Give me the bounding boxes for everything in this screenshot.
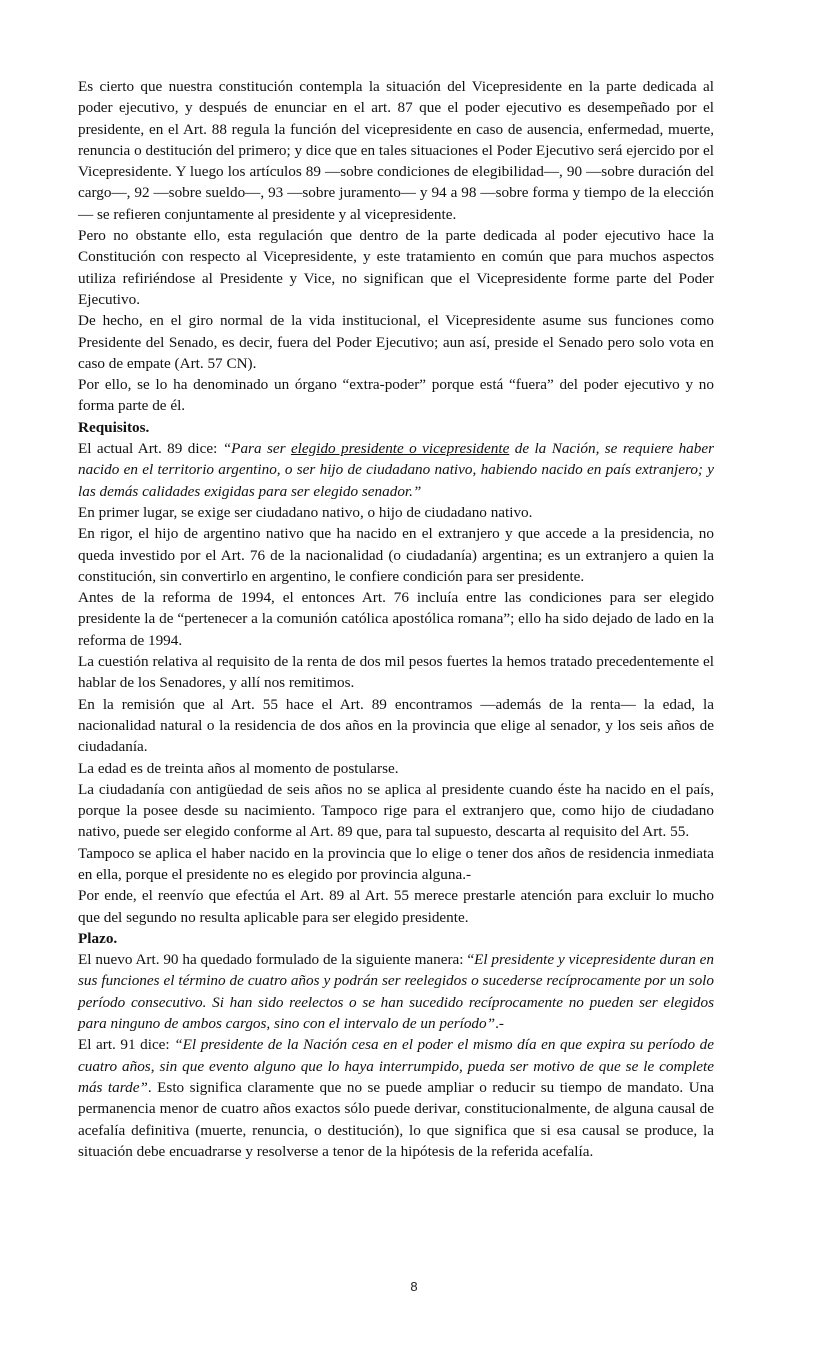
- paragraph: [78, 502, 714, 523]
- paragraph: [78, 694, 714, 758]
- italic-text: “El presidente de la Nación cesa en el poder el mismo día en que expira su período de cuatro años, sin que evento alguno que lo haya interrumpido, pueda ser motivo de que se le complete más tarde”: [78, 1036, 715, 1096]
- paragraph: [78, 779, 714, 843]
- text-run: El art. 91 dice:: [78, 1036, 175, 1054]
- text-run: Plazo.: [78, 929, 118, 947]
- section-heading: [78, 417, 714, 438]
- document-body: [78, 76, 714, 1162]
- section-heading: [78, 928, 714, 949]
- text-run: Es cierto que nuestra constitución contempla la situación del Vicepresidente en la parte dedicada al poder ejecutivo, y después de enunciar en el art. 87 que el poder ejecutivo es desempeñado por el presidente, en el Art. 88 regula la función del vicepresidente en caso de ausencia, enfermedad, muerte, renuncia o destitución del primero; y dice que en tales situaciones el Poder Ejecutivo será ejercido por el Vicepresidente. Y luego los artículos 89 —sobre condiciones de elegibilidad—, 90 —sobre duración del cargo—, 92 —sobre sueldo—, 93 —sobre juramento— y 94 a 98 —sobre forma y tiempo de la elección— se refieren conjuntamente al presidente y al vicepresidente.: [78, 78, 714, 223]
- italic-text: El presidente y vicepresidente duran en sus funciones el término de cuatro años y podrán ser reelegidos o sucederse recíprocamente por un solo período consecutivo. Si han sido reelectos o se han sucedido recíprocamente no pueden ser elegidos para ninguno de ambos cargos, sino con el intervalo de un período”: [78, 951, 715, 1033]
- page-number: 8: [410, 1279, 418, 1294]
- text-run: La cuestión relativa al requisito de la renta de dos mil pesos fuertes la hemos tratado precedentemente el hablar de los Senadores, y allí nos remitimos.: [78, 653, 714, 692]
- text-run: Requisitos.: [78, 418, 150, 436]
- text-run: . Esto significa claramente que no se puede ampliar o reducir su tiempo de mandato. Una permanencia menor de cuatro años exactos sólo puede derivar, constitucionalmente, de alguna causal de acefalía definitiva (muerte, renuncia, o destitución), lo que significa que si esa causal se produce, la situación debe encuadrarse y resolverse a tenor de la hipótesis de la referida acefalía.: [78, 1078, 714, 1160]
- text-run: Antes de la reforma de 1994, el entonces Art. 76 incluía entre las condiciones para ser elegido presidente la de “pertenecer a la comunión católica apostólica romana”; ello ha sido dejado de lado en la reforma de 1994.: [78, 589, 714, 649]
- text-run: La edad es de treinta años al momento de postularse.: [78, 759, 399, 777]
- paragraph: [78, 587, 714, 651]
- text-run: El actual Art. 89 dice:: [78, 440, 223, 458]
- paragraph: [78, 523, 714, 587]
- text-run: De hecho, en el giro normal de la vida institucional, el Vicepresidente asume sus funciones como Presidente del Senado, es decir, fuera del Poder Ejecutivo; aun así, preside el Senado pero solo vota en caso de empate (Art. 57 CN).: [78, 312, 714, 372]
- paragraph: [78, 225, 714, 310]
- paragraph: [78, 310, 714, 374]
- paragraph: [78, 374, 714, 417]
- italic-text: “Para ser: [222, 440, 291, 458]
- text-run: En la remisión que al Art. 55 hace el Art. 89 encontramos —además de la renta— la edad, la nacionalidad natural o la residencia de dos años en la provincia que elige al senador, y los seis años de ciudadanía.: [78, 695, 714, 756]
- paragraph: [78, 1034, 714, 1162]
- italic-text: [291, 440, 509, 457]
- paragraph: [78, 76, 714, 225]
- text-run: Por ello, se lo ha denominado un órgano “extra-poder” porque está “fuera” del poder ejecutivo y no forma parte de él.: [78, 376, 714, 415]
- text-run: La ciudadanía con antigüedad de seis años no se aplica al presidente cuando éste ha nacido en el país, porque la posee desde su nacimiento. Tampoco rige para el extranjero que, como hijo de ciudadano nativo, puede ser elegido conforme al Art. 89 que, para tal supuesto, descarta al requisito del Art. 55.: [78, 780, 714, 841]
- paragraph: [78, 843, 714, 886]
- underlined-text: elegido presidente o vicepresidente: [290, 440, 510, 458]
- italic-text: de la Nación, se requiere haber nacido en el territorio argentino, o ser hijo de ciudadano nativo, habiendo nacido en país extranjero; y las demás calidades exigidas para ser elegido senador.”: [78, 440, 714, 500]
- text-run: En rigor, el hijo de argentino nativo que ha nacido en el extranjero y que accede a la presidencia, no queda investido por el Art. 76 de la nacionalidad (o ciudadanía) argentina; es un extranjero a quien la constitución, sin convertirlo en argentino, le confiere condición para ser presidente.: [78, 525, 714, 585]
- paragraph: [78, 758, 714, 779]
- text-run: El nuevo Art. 90 ha quedado formulado de la siguiente manera: “: [78, 951, 475, 969]
- text-run: Tampoco se aplica el haber nacido en la provincia que lo elige o tener dos años de residencia inmediata en ella, porque el presidente no es elegido por provincia alguna.-: [78, 844, 714, 883]
- text-run: .-: [495, 1015, 504, 1033]
- paragraph: [78, 885, 714, 928]
- text-run: Por ende, el reenvío que efectúa el Art. 89 al Art. 55 merece prestarle atención para excluir lo mucho que del segundo no resulta aplicable para ser elegido presidente.: [78, 887, 714, 926]
- paragraph: [78, 651, 714, 694]
- text-run: Pero no obstante ello, esta regulación que dentro de la parte dedicada al poder ejecutivo hace la Constitución con respecto al Vicepresidente, y este tratamiento en común que para muchos aspectos utiliza refiriéndose al Presidente y Vice, no significan que el Vicepresidente forme parte del Poder Ejecutivo.: [78, 227, 714, 308]
- text-run: En primer lugar, se exige ser ciudadano nativo, o hijo de ciudadano nativo.: [78, 503, 533, 521]
- paragraph: [78, 438, 714, 502]
- paragraph: [78, 949, 714, 1034]
